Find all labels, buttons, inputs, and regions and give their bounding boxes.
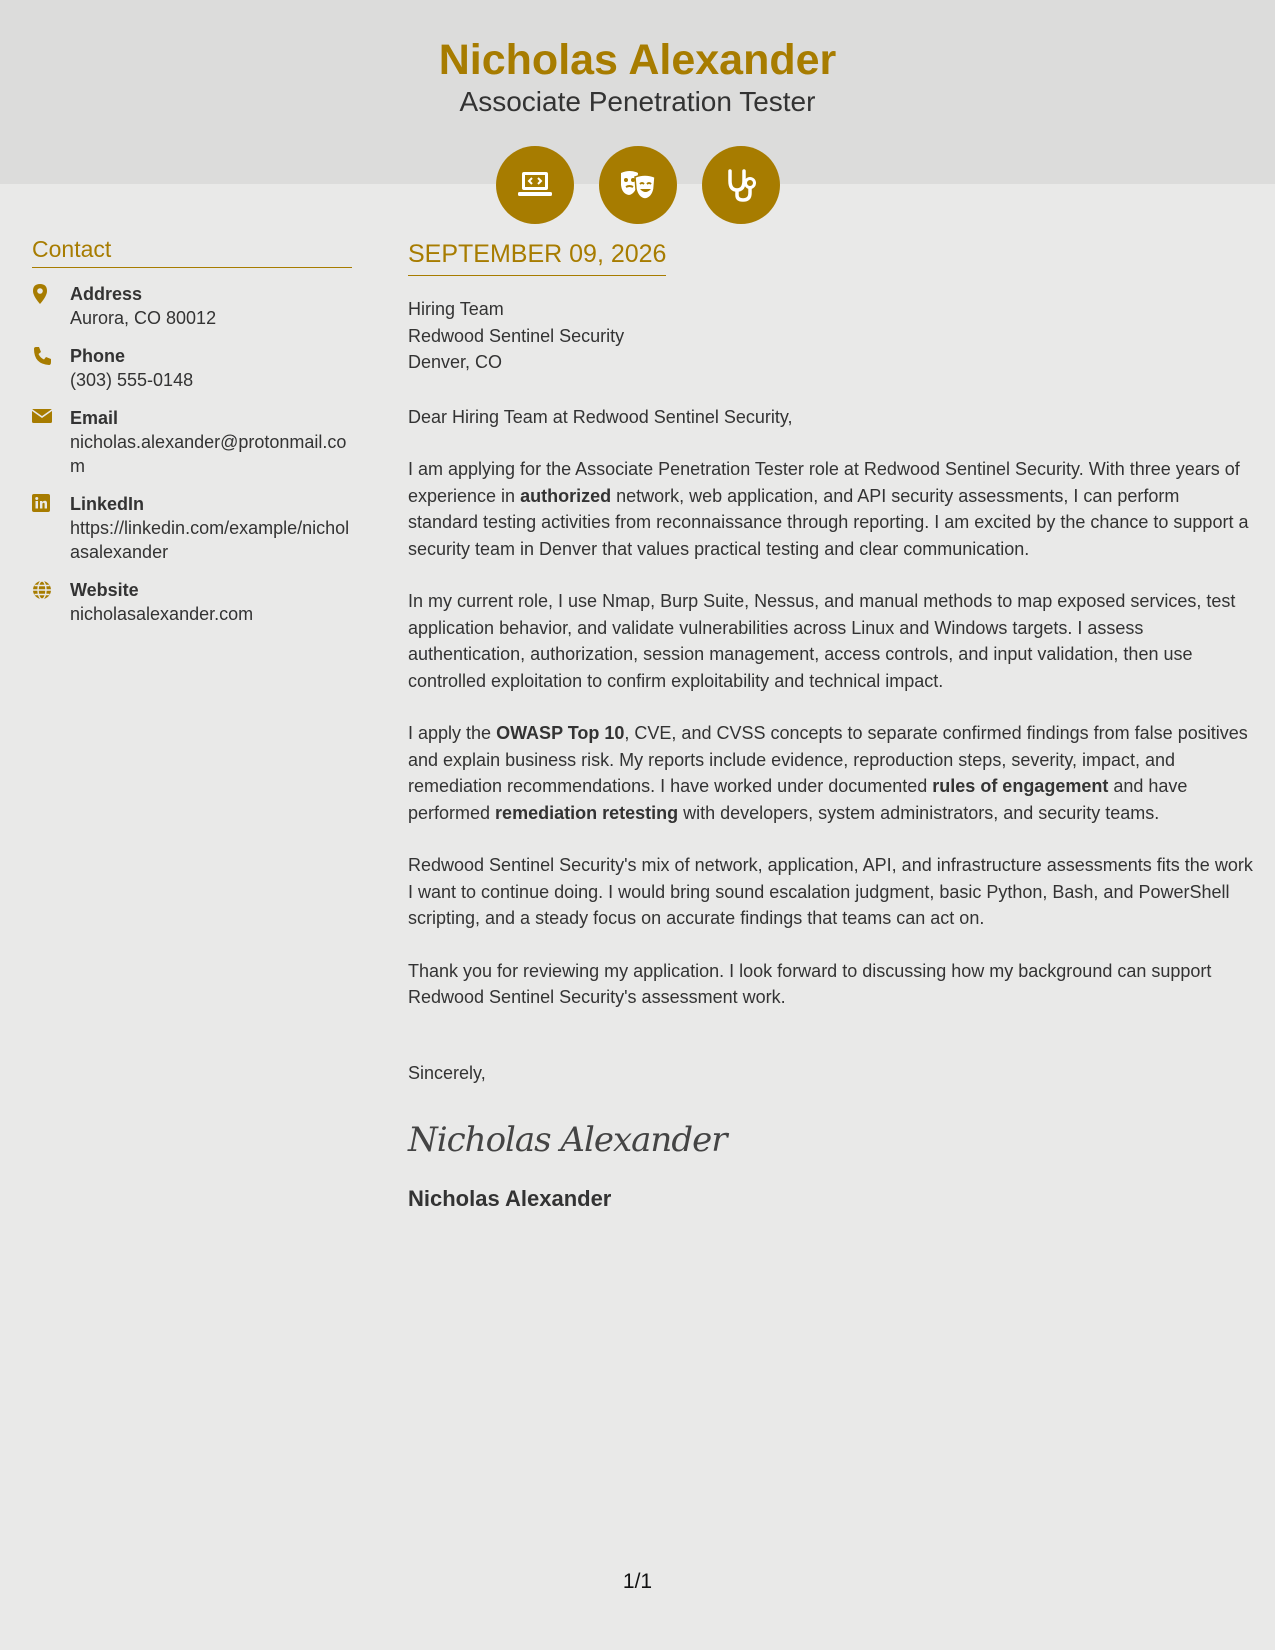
theater-masks-icon <box>599 146 677 224</box>
applicant-name: Nicholas Alexander <box>438 36 837 84</box>
greeting: Dear Hiring Team at Redwood Sentinel Security, <box>408 406 793 427</box>
website-label: Website <box>70 580 139 600</box>
paragraph-5: Thank you for reviewing my application. I look forward to discussing how my background can support Redwood Sentinel Security's assessment work. <box>408 960 1212 1007</box>
paragraph-1: I am applying for the Associate Penetration Tester role at Redwood Sentinel Security. With three years of experience in authorized network, web application, and API security assessments, I can perform standard testing activities from reconnaissance through reporting. I am excited by the chance to support a security team in Denver that values practical testing and clear communication. <box>408 459 1249 559</box>
page-number: 1/1 <box>622 1570 653 1593</box>
phone-icon <box>32 344 70 392</box>
email-value[interactable]: nicholas.alexander@protonmail.com <box>70 432 347 476</box>
stethoscope-icon <box>702 146 780 224</box>
map-pin-icon <box>32 282 70 330</box>
closing: Sincerely, <box>408 1062 486 1083</box>
contact-phone <box>32 344 352 392</box>
laptop-code-icon <box>496 146 574 224</box>
contact-email <box>32 406 352 478</box>
linkedin-icon <box>32 492 70 564</box>
recipient-line: Hiring Team <box>408 299 504 319</box>
contact-sidebar <box>32 236 352 626</box>
signer-name: Nicholas Alexander <box>408 1185 612 1211</box>
address-label: Address <box>70 284 143 304</box>
email-label: Email <box>70 408 119 428</box>
letter-date: SEPTEMBER 09, 2026 <box>408 240 666 276</box>
contact-address <box>32 282 352 330</box>
paragraph-4: Redwood Sentinel Security's mix of network, application, API, and infrastructure assessments fits the work I want to continue doing. I would bring sound escalation judgment, basic Python, Bash, and PowerShell scripting, and a steady focus on accurate findings that teams can act on. <box>408 855 1253 928</box>
linkedin-label: LinkedIn <box>70 494 145 514</box>
paragraph-3: I apply the OWASP Top 10, CVE, and CVSS concepts to separate confirmed findings from false positives and explain business risk. My reports include evidence, reproduction steps, severity, impact, and remediation recommendations. I have worked under documented rules of engagement and have performed remediation retesting with developers, system administrators, and security teams. <box>408 723 1248 823</box>
contact-linkedin <box>32 492 352 564</box>
website-value[interactable]: nicholasalexander.com <box>70 604 254 624</box>
globe-icon <box>32 578 70 626</box>
phone-value: (303) 555-0148 <box>70 370 194 390</box>
signature: Nicholas Alexander <box>408 1119 727 1160</box>
letter-body <box>408 240 1253 1212</box>
recipient-block <box>408 296 1253 376</box>
linkedin-value[interactable]: https://linkedin.com/example/nicholasalexander <box>70 518 350 562</box>
header-icons <box>496 146 780 224</box>
recipient-line: Denver, CO <box>408 352 503 372</box>
address-value: Aurora, CO 80012 <box>70 308 217 328</box>
paragraph-2: In my current role, I use Nmap, Burp Suite, Nessus, and manual methods to map exposed services, test application behavior, and validate vulnerabilities across Linux and Windows targets. I assess authentication, authorization, session management, access controls, and input validation, then use controlled exploitation to confirm exploitability and technical impact. <box>408 591 1236 691</box>
job-title: Associate Penetration Tester <box>459 86 816 117</box>
envelope-icon <box>32 406 70 478</box>
contact-heading: Contact <box>32 236 352 268</box>
phone-label: Phone <box>70 346 126 366</box>
contact-website <box>32 578 352 626</box>
recipient-line: Redwood Sentinel Security <box>408 325 625 346</box>
